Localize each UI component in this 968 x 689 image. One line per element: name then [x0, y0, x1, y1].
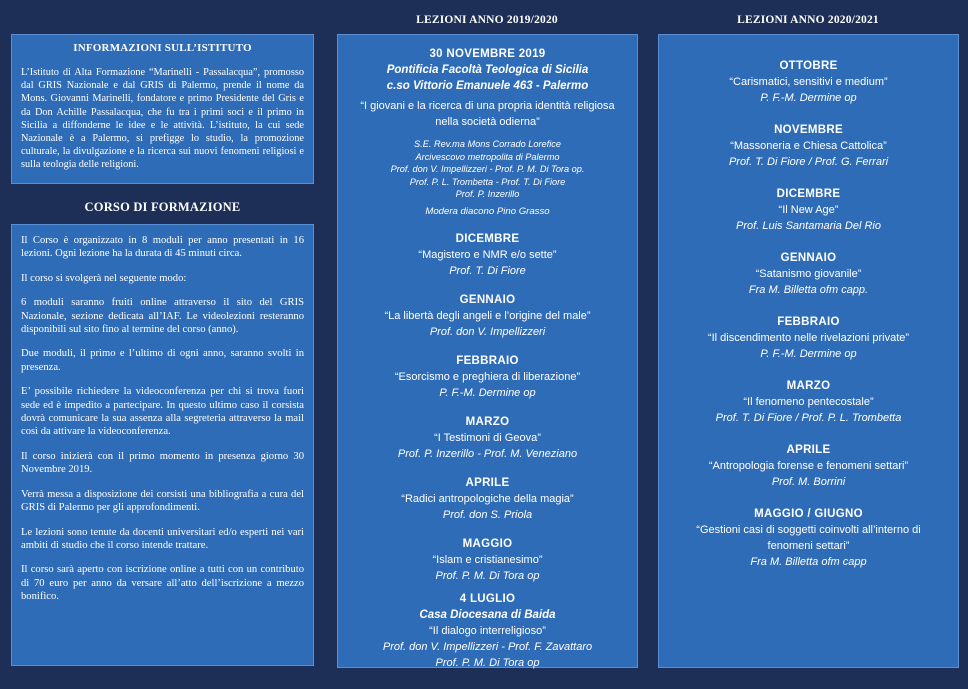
module-block: [669, 123, 948, 170]
module-speaker: Prof. T. Di Fiore / Prof. G. Ferrari: [728, 156, 889, 168]
heading-year-2019-2020: LEZIONI ANNO 2019/2020: [416, 14, 558, 26]
module-block: [346, 415, 629, 462]
first-lesson-block: [346, 47, 629, 218]
last-lesson-block: [346, 592, 629, 671]
module-month: MAGGIO / GIUGNO: [754, 508, 863, 520]
module-topic: “Islam e cristianesimo”: [432, 553, 543, 566]
last-lesson-date: 4 LUGLIO: [459, 592, 516, 605]
module-month: NOVEMBRE: [774, 124, 843, 136]
module-speaker: Prof. P. Inzerillo - Prof. M. Veneziano: [397, 447, 578, 460]
module-speaker: Prof. M. Borrini: [771, 476, 846, 488]
last-lesson-topic: “Il dialogo interreligioso”: [429, 624, 546, 637]
first-lesson-place: Pontificia Facoltà Teologica di Sicilia: [386, 64, 589, 76]
first-lesson-topic: “I giovani e la ricerca di una propria identità religiosa nella società odierna”: [360, 100, 615, 128]
module-month: GENNAIO: [459, 293, 516, 306]
module-month: FEBBRAIO: [777, 316, 840, 328]
module-topic: “I Testimoni di Geova”: [434, 431, 541, 444]
module-speaker: Prof. don S. Priola: [442, 508, 533, 521]
module-topic: “Carismatici, sensitivi e medium”: [729, 76, 888, 88]
module-month: MAGGIO: [462, 537, 513, 550]
first-lesson-moderator: Modera diacono Pino Grasso: [425, 205, 550, 217]
module-speaker: Prof. P. M. Di Tora op: [435, 569, 540, 582]
year-2019-2020-panel: [337, 34, 638, 668]
first-lesson-speaker: Prof. P. Inzerillo: [455, 189, 520, 199]
first-lesson-speaker: Prof. don V. Impellizzeri - Prof. P. M. Di Tora op.: [390, 164, 585, 174]
module-block: [346, 537, 629, 584]
last-lesson-speaker: Prof. P. M. Di Tora op: [435, 656, 540, 669]
corso-paragraph: 6 moduli saranno fruiti online attraverso il sito del GRIS Nazionale, sezione dedicata all’IAF. Le videolezioni resteranno disponibili sul sito fino al termine del corso (anno).: [21, 297, 304, 336]
module-speaker: Fra M. Billetta ofm capp.: [748, 284, 869, 296]
module-speaker: Prof. don V. Impellizzeri: [429, 325, 546, 338]
module-block: [669, 187, 948, 234]
first-lesson-address: c.so Vittorio Emanuele 463 - Palermo: [386, 80, 589, 92]
module-month: APRILE: [786, 444, 831, 456]
last-lesson-speaker: Prof. don V. Impellizzeri - Prof. F. Zavattaro: [382, 640, 593, 653]
module-speaker: P. F.-M. Dermine op: [760, 348, 857, 360]
corso-paragraph: Verrà messa a disposizione dei corsisti una bibliografia a cura del GRIS di Palermo per gli approfondimenti.: [21, 488, 304, 514]
module-block: [669, 443, 948, 490]
module-block: [669, 315, 948, 362]
module-topic: “Esorcismo e preghiera di liberazione”: [394, 370, 581, 383]
module-block: [346, 293, 629, 340]
module-month: DICEMBRE: [776, 188, 841, 200]
module-month: OTTOBRE: [779, 60, 838, 72]
module-speaker: Prof. T. Di Fiore / Prof. P. L. Trombetta: [715, 412, 902, 424]
module-month: MARZO: [786, 380, 831, 392]
info-panel: [11, 34, 314, 184]
module-speaker: Prof. Luis Santamaria Del Rio: [736, 220, 881, 232]
module-block: [669, 59, 948, 106]
corso-panel: [11, 224, 314, 666]
year-2020-2021-panel: [658, 34, 959, 668]
module-speaker: Prof. T. Di Fiore: [449, 264, 526, 277]
module-topic: “Radici antropologiche della magia”: [401, 492, 574, 505]
corso-paragraph: Il corso si svolgerà nel seguente modo:: [21, 272, 187, 284]
corso-paragraph: Il corso inizierà con il primo momento in presenza giorno 30 Novembre 2019.: [21, 450, 304, 476]
corso-paragraph: Le lezioni sono tenute da docenti universitari ed/o esperti nei vari ambiti di studio che il corso intende trattare.: [21, 526, 304, 551]
module-topic: “Magistero e NMR e/o sette”: [418, 248, 557, 261]
module-month: DICEMBRE: [455, 232, 520, 245]
module-block: [346, 354, 629, 401]
module-speaker: P. F.-M. Dermine op: [760, 92, 857, 104]
module-topic: “Il fenomeno pentecostale”: [743, 396, 874, 408]
first-lesson-speaker: S.E. Rev.ma Mons Corrado Lorefice: [414, 139, 561, 149]
module-topic: “Massoneria e Chiesa Cattolica”: [730, 140, 887, 152]
first-lesson-speaker: Prof. P. L. Trombetta - Prof. T. Di Fiore: [409, 176, 566, 187]
corso-paragraph: Il corso sarà aperto con iscrizione online a tutti con un contributo di 70 euro per anno da versare all’atto dell’iscrizione a mezzo bonifico.: [21, 564, 304, 603]
info-title: INFORMAZIONI SULL’ISTITUTO: [73, 42, 252, 54]
info-text: L’Istituto di Alta Formazione “Marinelli - Passalacqua”, promosso dal GRIS Nazionale e dal GRIS di Palermo, prende il nome da Mons. Giovanni Marinelli, fondatore e primo Presidente del Gris e da Don Achille Passalacqua, che fu tra i primi soci e il primo in Sicilia a diffonderne le idee e le attività. L’istituto, la cui sede Nazionale è a Palermo, si prefigge lo studio, la promozione culturale, la divulgazione e la ricerca sui nuovi fenomeni religiosi e sulla teologia delle religioni.: [21, 67, 304, 171]
module-topic: “Il New Age”: [778, 204, 839, 216]
heading-corso: CORSO DI FORMAZIONE: [84, 200, 241, 214]
module-month: FEBBRAIO: [456, 354, 519, 367]
first-lesson-speaker: Arcivescovo metropolita di Palermo: [415, 151, 560, 162]
module-block: [346, 232, 629, 279]
module-topic: “Satanismo giovanile”: [755, 268, 862, 280]
module-topic: “La libertà degli angeli e l’origine del male”: [384, 309, 591, 322]
last-lesson-place: Casa Diocesana di Baida: [419, 608, 556, 621]
module-topic: “Gestioni casi di soggetti coinvolti all’interno di fenomeni settari”: [696, 524, 921, 552]
module-month: GENNAIO: [780, 252, 837, 264]
module-block: [669, 507, 948, 570]
module-topic: “Antropologia forense e fenomeni settari”: [708, 460, 909, 472]
module-topic: “Il discendimento nelle rivelazioni private”: [707, 332, 910, 344]
corso-paragraph: E’ possibile richiedere la videoconferenza per chi si trova fuori sede ed è impedito a partecipare. In questo ultimo caso il corsista dovrà comunicare la sua assenza alla segreteria attraverso la mail così da attivare la videoconferenza.: [21, 386, 304, 438]
module-block: [346, 476, 629, 523]
module-month: APRILE: [465, 476, 510, 489]
corso-paragraph: Il Corso è organizzato in 8 moduli per anno presentati in 16 lezioni. Ogni lezione ha la durata di 45 minuti circa.: [21, 235, 304, 260]
module-block: [669, 379, 948, 426]
corso-paragraph: Due moduli, il primo e l’ultimo di ogni anno, saranno svolti in presenza.: [21, 348, 304, 373]
module-month: MARZO: [465, 415, 510, 428]
module-speaker: P. F.-M. Dermine op: [439, 386, 536, 399]
module-speaker: Fra M. Billetta ofm capp: [750, 556, 867, 568]
heading-year-2020-2021: LEZIONI ANNO 2020/2021: [737, 14, 879, 26]
module-block: [669, 251, 948, 298]
first-lesson-date: 30 NOVEMBRE 2019: [429, 48, 546, 60]
